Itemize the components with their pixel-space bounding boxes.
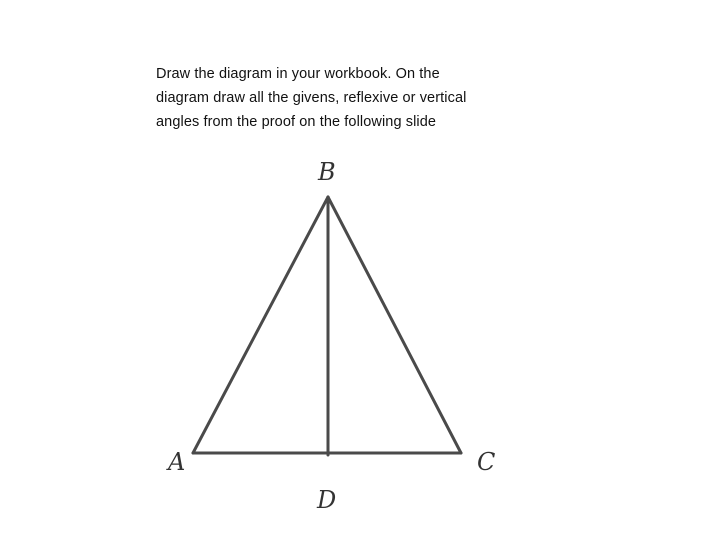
segment-ab [193, 197, 328, 453]
vertex-label-b: B [318, 158, 336, 186]
vertex-label-d: D [317, 486, 337, 514]
instructions-line-1: Draw the diagram in your workbook. On the [156, 66, 440, 82]
instructions-line-3: angles from the proof on the following slide [156, 114, 437, 130]
vertex-label-c: C [477, 448, 496, 476]
vertex-label-a: A [168, 448, 186, 476]
instructions-line-2: diagram draw all the givens, reflexive or vertical [156, 90, 467, 106]
segment-bc [328, 197, 461, 453]
